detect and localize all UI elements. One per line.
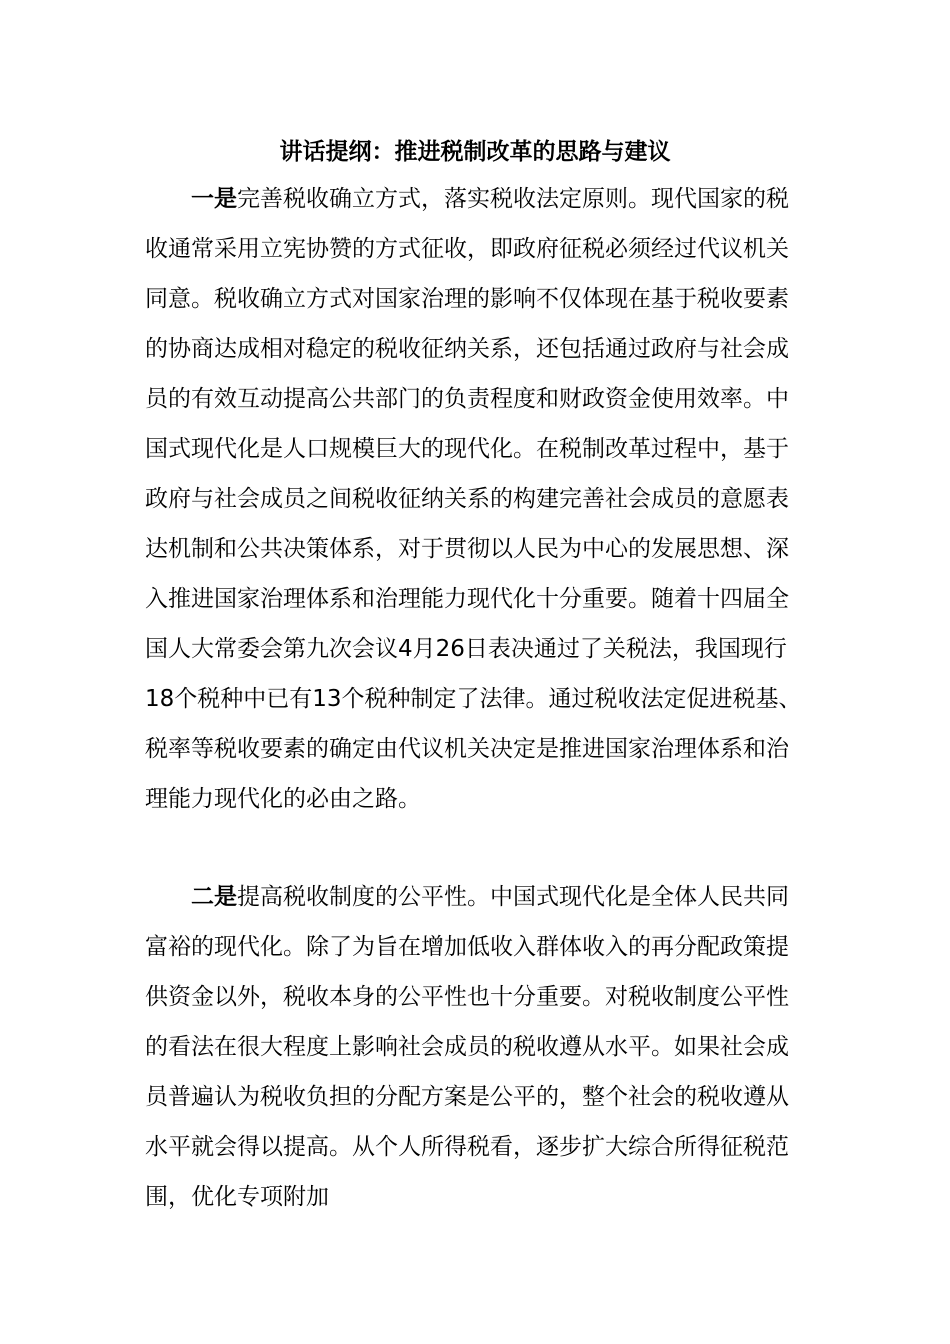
paragraph-1-lead: 一是 <box>191 186 237 212</box>
paragraph-2 <box>145 872 805 1222</box>
paragraph-1-text: 完善税收确立方式，落实税收法定原则。现代国家的税收通常采用立宪协赞的方式征收，即政府征税必须经过代议机关同意。税收确立方式对国家治理的影响不仅体现在基于税收要素的协商达成相对稳定的税收征纳关系，还包括通过政府与社会成员的有效互动提高公共部门的负责程度和财政资金使用效率。中国式现代化是人口规模巨大的现代化。在税制改革过程中，基于政府与社会成员之间税收征纳关系的构建完善社会成员的意愿表达机制和公共决策体系，对于贯彻以人民为中心的发展思想、深入推进国家治理体系和治理能力现代化十分重要。随着十四届全国人大常委会第九次会议4月26日表决通过了关税法，我国现行18个税种中已有13个税种制定了法律。通过税收法定促进税基、税率等税收要素的确定由代议机关决定是推进国家治理体系和治理能力现代化的必由之路。 <box>145 186 802 812</box>
paragraph-2-text: 提高税收制度的公平性。中国式现代化是全体人民共同富裕的现代化。除了为旨在增加低收入群体收入的再分配政策提供资金以外，税收本身的公平性也十分重要。对税收制度公平性的看法在很大程度上影响社会成员的税收遵从水平。如果社会成员普遍认为税收负担的分配方案是公平的，整个社会的税收遵从水平就会得以提高。从个人所得税看，逐步扩大综合所得征税范围，优化专项附加 <box>145 884 789 1210</box>
paragraph-2-lead: 二是 <box>191 884 237 910</box>
paragraph-1 <box>145 174 805 824</box>
document-title: 讲话提纲：推进税制改革的思路与建议 <box>279 139 671 165</box>
